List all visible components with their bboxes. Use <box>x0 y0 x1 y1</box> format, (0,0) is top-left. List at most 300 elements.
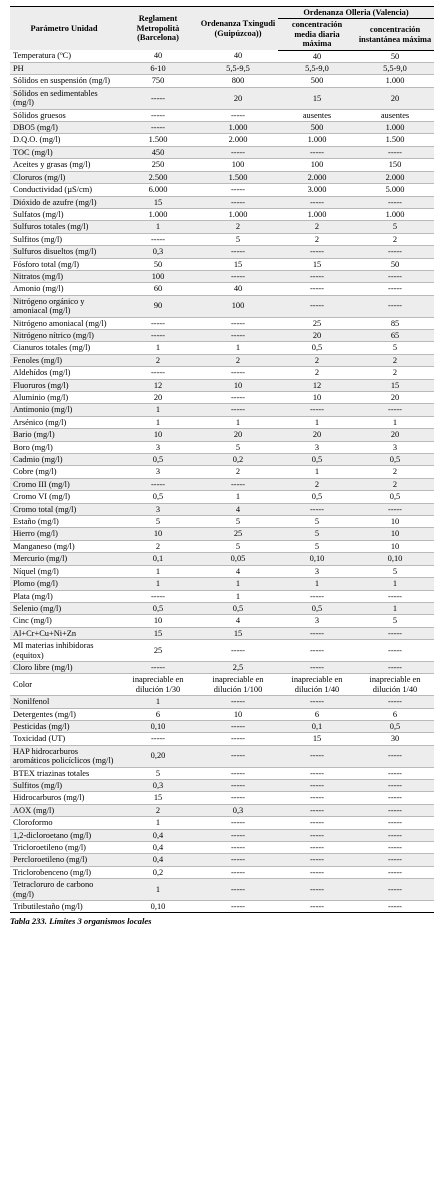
table-row <box>10 87 434 109</box>
value-cell: 1.500 <box>118 134 198 146</box>
value-cell: 1 <box>278 466 356 478</box>
value-cell: 1 <box>118 416 198 428</box>
value-cell: 1.000 <box>118 208 198 220</box>
value-cell: ----- <box>278 196 356 208</box>
value-cell: 1 <box>356 602 434 614</box>
value-cell: inapreciable en dilución 1/40 <box>278 674 356 696</box>
value-cell: ausentes <box>278 109 356 121</box>
value-cell: 1 <box>198 342 278 354</box>
parameter-cell: Nitratos (mg/l) <box>10 270 118 282</box>
table-row <box>10 109 434 121</box>
value-cell: 0,5 <box>278 454 356 466</box>
value-cell: inapreciable en dilución 1/30 <box>118 674 198 696</box>
value-cell: 1.000 <box>278 208 356 220</box>
value-cell: 3 <box>356 441 434 453</box>
value-cell: 0,5 <box>278 491 356 503</box>
table-row <box>10 627 434 639</box>
table-row <box>10 184 434 196</box>
value-cell: 0,10 <box>356 553 434 565</box>
value-cell: 0,10 <box>278 553 356 565</box>
value-cell: 2 <box>356 233 434 245</box>
parameter-cell: Conductividad (µS/cm) <box>10 184 118 196</box>
value-cell: 2 <box>118 540 198 552</box>
parameter-cell: 1,2-dicloroetano (mg/l) <box>10 829 118 841</box>
value-cell: ----- <box>278 696 356 708</box>
table-row <box>10 122 434 134</box>
value-cell: 20 <box>118 392 198 404</box>
header-olleria-group: Ordenanza Olleria (Valencia) <box>278 7 434 19</box>
value-cell: 0,4 <box>118 854 198 866</box>
value-cell: 6 <box>118 708 198 720</box>
value-cell: ----- <box>198 196 278 208</box>
table-row <box>10 295 434 317</box>
value-cell: 10 <box>198 379 278 391</box>
value-cell: 10 <box>356 516 434 528</box>
parameter-cell: Aluminio (mg/l) <box>10 392 118 404</box>
value-cell: 10 <box>356 528 434 540</box>
value-cell: 15 <box>118 196 198 208</box>
value-cell: 3 <box>278 615 356 627</box>
value-cell: 1.000 <box>198 208 278 220</box>
parameter-cell: PH <box>10 63 118 75</box>
value-cell: 0,5 <box>118 602 198 614</box>
parameter-cell: Sulfuros totales (mg/l) <box>10 221 118 233</box>
value-cell: inapreciable en dilución 1/40 <box>356 674 434 696</box>
value-cell: 3 <box>118 466 198 478</box>
value-cell: 0,2 <box>118 866 198 878</box>
value-cell: 5,5-9,5 <box>198 63 278 75</box>
value-cell: ----- <box>278 767 356 779</box>
value-cell: ----- <box>356 804 434 816</box>
value-cell: ----- <box>198 246 278 258</box>
value-cell: ----- <box>356 246 434 258</box>
value-cell: 12 <box>278 379 356 391</box>
table-row <box>10 829 434 841</box>
value-cell: 5,5-9,0 <box>356 63 434 75</box>
value-cell: 0,5 <box>356 454 434 466</box>
value-cell: ----- <box>278 270 356 282</box>
parameter-cell: Detergentes (mg/l) <box>10 708 118 720</box>
value-cell: 1 <box>356 416 434 428</box>
header-parametro: Parámetro Unidad <box>10 7 118 51</box>
value-cell: 50 <box>356 258 434 270</box>
value-cell: 2.000 <box>198 134 278 146</box>
table-row <box>10 817 434 829</box>
table-header <box>10 7 434 51</box>
value-cell: 15 <box>118 792 198 804</box>
table-row <box>10 379 434 391</box>
value-cell: 0,5 <box>356 491 434 503</box>
parameter-cell: Sulfitos (mg/l) <box>10 233 118 245</box>
value-cell: 15 <box>118 627 198 639</box>
value-cell: ----- <box>278 745 356 767</box>
value-cell: ----- <box>118 122 198 134</box>
value-cell: ----- <box>356 640 434 662</box>
value-cell: 6-10 <box>118 63 198 75</box>
parameter-cell: Pesticidas (mg/l) <box>10 720 118 732</box>
value-cell: 2,5 <box>198 661 278 673</box>
value-cell: 15 <box>198 258 278 270</box>
value-cell: 40 <box>118 50 198 62</box>
value-cell: 0,3 <box>198 804 278 816</box>
table-row <box>10 258 434 270</box>
value-cell: 5 <box>278 540 356 552</box>
value-cell: ----- <box>198 720 278 732</box>
parameter-cell: Nonilfenol <box>10 696 118 708</box>
value-cell: ----- <box>198 392 278 404</box>
value-cell: 10 <box>356 540 434 552</box>
value-cell: 1 <box>118 565 198 577</box>
value-cell: 10 <box>118 429 198 441</box>
value-cell: 15 <box>356 379 434 391</box>
table-row <box>10 640 434 662</box>
value-cell: ----- <box>278 283 356 295</box>
value-cell: 0,3 <box>118 246 198 258</box>
parameter-cell: Nitrógeno nítrico (mg/l) <box>10 329 118 341</box>
parameter-cell: Aldehídos (mg/l) <box>10 367 118 379</box>
value-cell: ----- <box>118 367 198 379</box>
value-cell: 20 <box>356 87 434 109</box>
value-cell: ----- <box>118 109 198 121</box>
value-cell: ----- <box>198 829 278 841</box>
value-cell: ----- <box>356 404 434 416</box>
value-cell: 20 <box>278 329 356 341</box>
value-cell: 500 <box>278 122 356 134</box>
value-cell: ----- <box>118 478 198 490</box>
value-cell: ----- <box>118 661 198 673</box>
value-cell: 12 <box>118 379 198 391</box>
parameter-cell: Manganeso (mg/l) <box>10 540 118 552</box>
value-cell: 100 <box>278 159 356 171</box>
parameter-cell: Amonio (mg/l) <box>10 283 118 295</box>
table-row <box>10 696 434 708</box>
value-cell: 2 <box>356 354 434 366</box>
value-cell: ----- <box>198 109 278 121</box>
table-row <box>10 804 434 816</box>
table-row <box>10 780 434 792</box>
value-cell: ----- <box>118 590 198 602</box>
table-row <box>10 466 434 478</box>
parameter-cell: Sólidos en suspensión (mg/l) <box>10 75 118 87</box>
value-cell: 5.000 <box>356 184 434 196</box>
value-cell: ----- <box>198 901 278 913</box>
value-cell: 2 <box>118 354 198 366</box>
value-cell: 20 <box>356 429 434 441</box>
value-cell: 2 <box>278 233 356 245</box>
table-row <box>10 441 434 453</box>
value-cell: 2 <box>356 466 434 478</box>
value-cell: ----- <box>278 842 356 854</box>
parameter-cell: Selenio (mg/l) <box>10 602 118 614</box>
value-cell: ----- <box>118 317 198 329</box>
value-cell: 0,5 <box>118 491 198 503</box>
value-cell: 90 <box>118 295 198 317</box>
value-cell: 5 <box>198 441 278 453</box>
value-cell: 5 <box>198 233 278 245</box>
parameter-cell: TOC (mg/l) <box>10 146 118 158</box>
parameter-cell: Al+Cr+Cu+Ni+Zn <box>10 627 118 639</box>
table-row <box>10 578 434 590</box>
value-cell: 5,5-9,0 <box>278 63 356 75</box>
value-cell: 20 <box>356 392 434 404</box>
value-cell: 15 <box>278 258 356 270</box>
table-row <box>10 354 434 366</box>
table-row <box>10 565 434 577</box>
value-cell: 25 <box>278 317 356 329</box>
value-cell: 65 <box>356 329 434 341</box>
value-cell: 100 <box>118 270 198 282</box>
value-cell: 2.000 <box>278 171 356 183</box>
value-cell: 40 <box>278 50 356 62</box>
value-cell: ----- <box>278 829 356 841</box>
table-row <box>10 416 434 428</box>
value-cell: ----- <box>356 590 434 602</box>
value-cell: 800 <box>198 75 278 87</box>
parameter-cell: MI materias inhibidoras (equitox) <box>10 640 118 662</box>
value-cell: 2 <box>278 367 356 379</box>
table-row <box>10 661 434 673</box>
parameter-cell: Sulfitos (mg/l) <box>10 780 118 792</box>
parameter-cell: Tributilestaño (mg/l) <box>10 901 118 913</box>
parameter-cell: Cloruros (mg/l) <box>10 171 118 183</box>
value-cell: 1.000 <box>356 75 434 87</box>
value-cell: 2.000 <box>356 171 434 183</box>
parameter-cell: Fluoruros (mg/l) <box>10 379 118 391</box>
value-cell: ----- <box>198 733 278 745</box>
value-cell: 60 <box>118 283 198 295</box>
value-cell: ----- <box>356 661 434 673</box>
parameter-cell: Fósforo total (mg/l) <box>10 258 118 270</box>
value-cell: 250 <box>118 159 198 171</box>
value-cell: ----- <box>278 640 356 662</box>
value-cell: ----- <box>278 792 356 804</box>
value-cell: 40 <box>198 283 278 295</box>
value-cell: ----- <box>198 329 278 341</box>
value-cell: ----- <box>356 196 434 208</box>
value-cell: 1.500 <box>356 134 434 146</box>
value-cell: 30 <box>356 733 434 745</box>
parameter-cell: Cobre (mg/l) <box>10 466 118 478</box>
parameter-cell: Bario (mg/l) <box>10 429 118 441</box>
value-cell: 3.000 <box>278 184 356 196</box>
table-row <box>10 283 434 295</box>
value-cell: 6 <box>356 708 434 720</box>
value-cell: 20 <box>198 87 278 109</box>
table-caption: Tabla 233. Límites 3 organismos locales <box>10 916 152 927</box>
parameter-cell: Triclorobenceno (mg/l) <box>10 866 118 878</box>
value-cell: 5 <box>278 528 356 540</box>
value-cell: 0,5 <box>118 454 198 466</box>
parameter-cell: Cloro libre (mg/l) <box>10 661 118 673</box>
table-row <box>10 590 434 602</box>
value-cell: 1.000 <box>278 134 356 146</box>
value-cell: ----- <box>356 283 434 295</box>
value-cell: 50 <box>356 50 434 62</box>
table-row <box>10 615 434 627</box>
value-cell: 2.500 <box>118 171 198 183</box>
value-cell: 5 <box>356 615 434 627</box>
value-cell: 85 <box>356 317 434 329</box>
value-cell: 10 <box>278 392 356 404</box>
table-row <box>10 342 434 354</box>
value-cell: ----- <box>118 233 198 245</box>
parameter-cell: Dióxido de azufre (mg/l) <box>10 196 118 208</box>
parameter-cell: Arsénico (mg/l) <box>10 416 118 428</box>
table-row <box>10 159 434 171</box>
parameter-cell: Níquel (mg/l) <box>10 565 118 577</box>
value-cell: 2 <box>356 367 434 379</box>
parameter-cell: Cromo VI (mg/l) <box>10 491 118 503</box>
table-row <box>10 392 434 404</box>
parameter-cell: Sulfatos (mg/l) <box>10 208 118 220</box>
header-media-diaria: concentración media diaria máxima <box>278 19 356 50</box>
value-cell: 1 <box>118 578 198 590</box>
parameter-cell: Mercurio (mg/l) <box>10 553 118 565</box>
value-cell: 2 <box>198 466 278 478</box>
parameter-cell: Antimonio (mg/l) <box>10 404 118 416</box>
table-row <box>10 733 434 745</box>
value-cell: ----- <box>278 627 356 639</box>
value-cell: ----- <box>356 767 434 779</box>
value-cell: ----- <box>356 866 434 878</box>
value-cell: ----- <box>198 842 278 854</box>
value-cell: ----- <box>278 503 356 515</box>
value-cell: 6.000 <box>118 184 198 196</box>
value-cell: 1.000 <box>356 208 434 220</box>
value-cell: ----- <box>278 246 356 258</box>
value-cell: ----- <box>356 627 434 639</box>
value-cell: ----- <box>356 270 434 282</box>
table-row <box>10 720 434 732</box>
value-cell: 1 <box>198 590 278 602</box>
parameter-cell: D.Q.O. (mg/l) <box>10 134 118 146</box>
value-cell: ----- <box>198 745 278 767</box>
value-cell: ----- <box>198 367 278 379</box>
value-cell: 3 <box>278 565 356 577</box>
parameter-cell: Hierro (mg/l) <box>10 528 118 540</box>
value-cell: ----- <box>278 817 356 829</box>
parameter-cell: Color <box>10 674 118 696</box>
value-cell: ----- <box>356 879 434 901</box>
document-page <box>10 6 434 926</box>
value-cell: 0,1 <box>278 720 356 732</box>
value-cell: 5 <box>356 221 434 233</box>
table-row <box>10 516 434 528</box>
parameter-cell: Tetracloruro de carbono (mg/l) <box>10 879 118 901</box>
value-cell: 1 <box>118 696 198 708</box>
value-cell: 0,20 <box>118 745 198 767</box>
value-cell: ----- <box>278 879 356 901</box>
value-cell: 1 <box>198 416 278 428</box>
table-body <box>10 50 434 913</box>
parameter-cell: Hidrocarburos (mg/l) <box>10 792 118 804</box>
parameter-cell: Cromo III (mg/l) <box>10 478 118 490</box>
value-cell: 25 <box>198 528 278 540</box>
value-cell: inapreciable en dilución 1/100 <box>198 674 278 696</box>
value-cell: ----- <box>356 295 434 317</box>
table-row <box>10 866 434 878</box>
value-cell: 10 <box>198 708 278 720</box>
value-cell: 0,5 <box>278 342 356 354</box>
value-cell: ----- <box>278 295 356 317</box>
value-cell: ----- <box>198 640 278 662</box>
value-cell: 4 <box>198 615 278 627</box>
table-row <box>10 454 434 466</box>
parameter-cell: Cromo total (mg/l) <box>10 503 118 515</box>
value-cell: ----- <box>278 780 356 792</box>
table-row <box>10 75 434 87</box>
parameter-cell: Cinc (mg/l) <box>10 615 118 627</box>
value-cell: 15 <box>278 733 356 745</box>
parameter-cell: Boro (mg/l) <box>10 441 118 453</box>
value-cell: ----- <box>356 503 434 515</box>
table-row <box>10 503 434 515</box>
value-cell: ----- <box>118 733 198 745</box>
parameter-cell: Sulfuros disueltos (mg/l) <box>10 246 118 258</box>
value-cell: 450 <box>118 146 198 158</box>
parameter-cell: DBO5 (mg/l) <box>10 122 118 134</box>
table-row <box>10 146 434 158</box>
table-row <box>10 879 434 901</box>
value-cell: ----- <box>198 817 278 829</box>
value-cell: 0,1 <box>118 553 198 565</box>
value-cell: ----- <box>278 804 356 816</box>
header-instantanea: concentración instantánea máxima <box>356 19 434 50</box>
value-cell: 1.000 <box>356 122 434 134</box>
table-row <box>10 317 434 329</box>
value-cell: 2 <box>278 354 356 366</box>
value-cell: 1.500 <box>198 171 278 183</box>
value-cell: 0,10 <box>118 720 198 732</box>
value-cell: 500 <box>278 75 356 87</box>
value-cell: 0,4 <box>118 829 198 841</box>
value-cell: 20 <box>278 429 356 441</box>
value-cell: ----- <box>356 854 434 866</box>
parameter-cell: Toxicidad (UT) <box>10 733 118 745</box>
value-cell: 2 <box>278 478 356 490</box>
value-cell: 0,5 <box>356 720 434 732</box>
value-cell: ----- <box>278 901 356 913</box>
value-cell: ----- <box>198 146 278 158</box>
value-cell: 1 <box>118 817 198 829</box>
limits-table <box>10 6 434 913</box>
value-cell: ----- <box>118 329 198 341</box>
parameter-cell: BTEX triazinas totales <box>10 767 118 779</box>
table-row <box>10 246 434 258</box>
value-cell: 3 <box>278 441 356 453</box>
value-cell: 4 <box>198 503 278 515</box>
value-cell: ----- <box>356 901 434 913</box>
value-cell: 40 <box>198 50 278 62</box>
table-row <box>10 221 434 233</box>
value-cell: 6 <box>278 708 356 720</box>
table-row <box>10 491 434 503</box>
table-row <box>10 901 434 913</box>
table-row <box>10 842 434 854</box>
parameter-cell: Temperatura (ºC) <box>10 50 118 62</box>
value-cell: ----- <box>278 866 356 878</box>
parameter-cell: Cadmio (mg/l) <box>10 454 118 466</box>
value-cell: ----- <box>198 792 278 804</box>
parameter-cell: Estaño (mg/l) <box>10 516 118 528</box>
parameter-cell: Plata (mg/l) <box>10 590 118 602</box>
parameter-cell: Sólidos gruesos <box>10 109 118 121</box>
value-cell: 1 <box>118 342 198 354</box>
table-row <box>10 553 434 565</box>
value-cell: 2 <box>118 804 198 816</box>
parameter-cell: Plomo (mg/l) <box>10 578 118 590</box>
table-row <box>10 270 434 282</box>
